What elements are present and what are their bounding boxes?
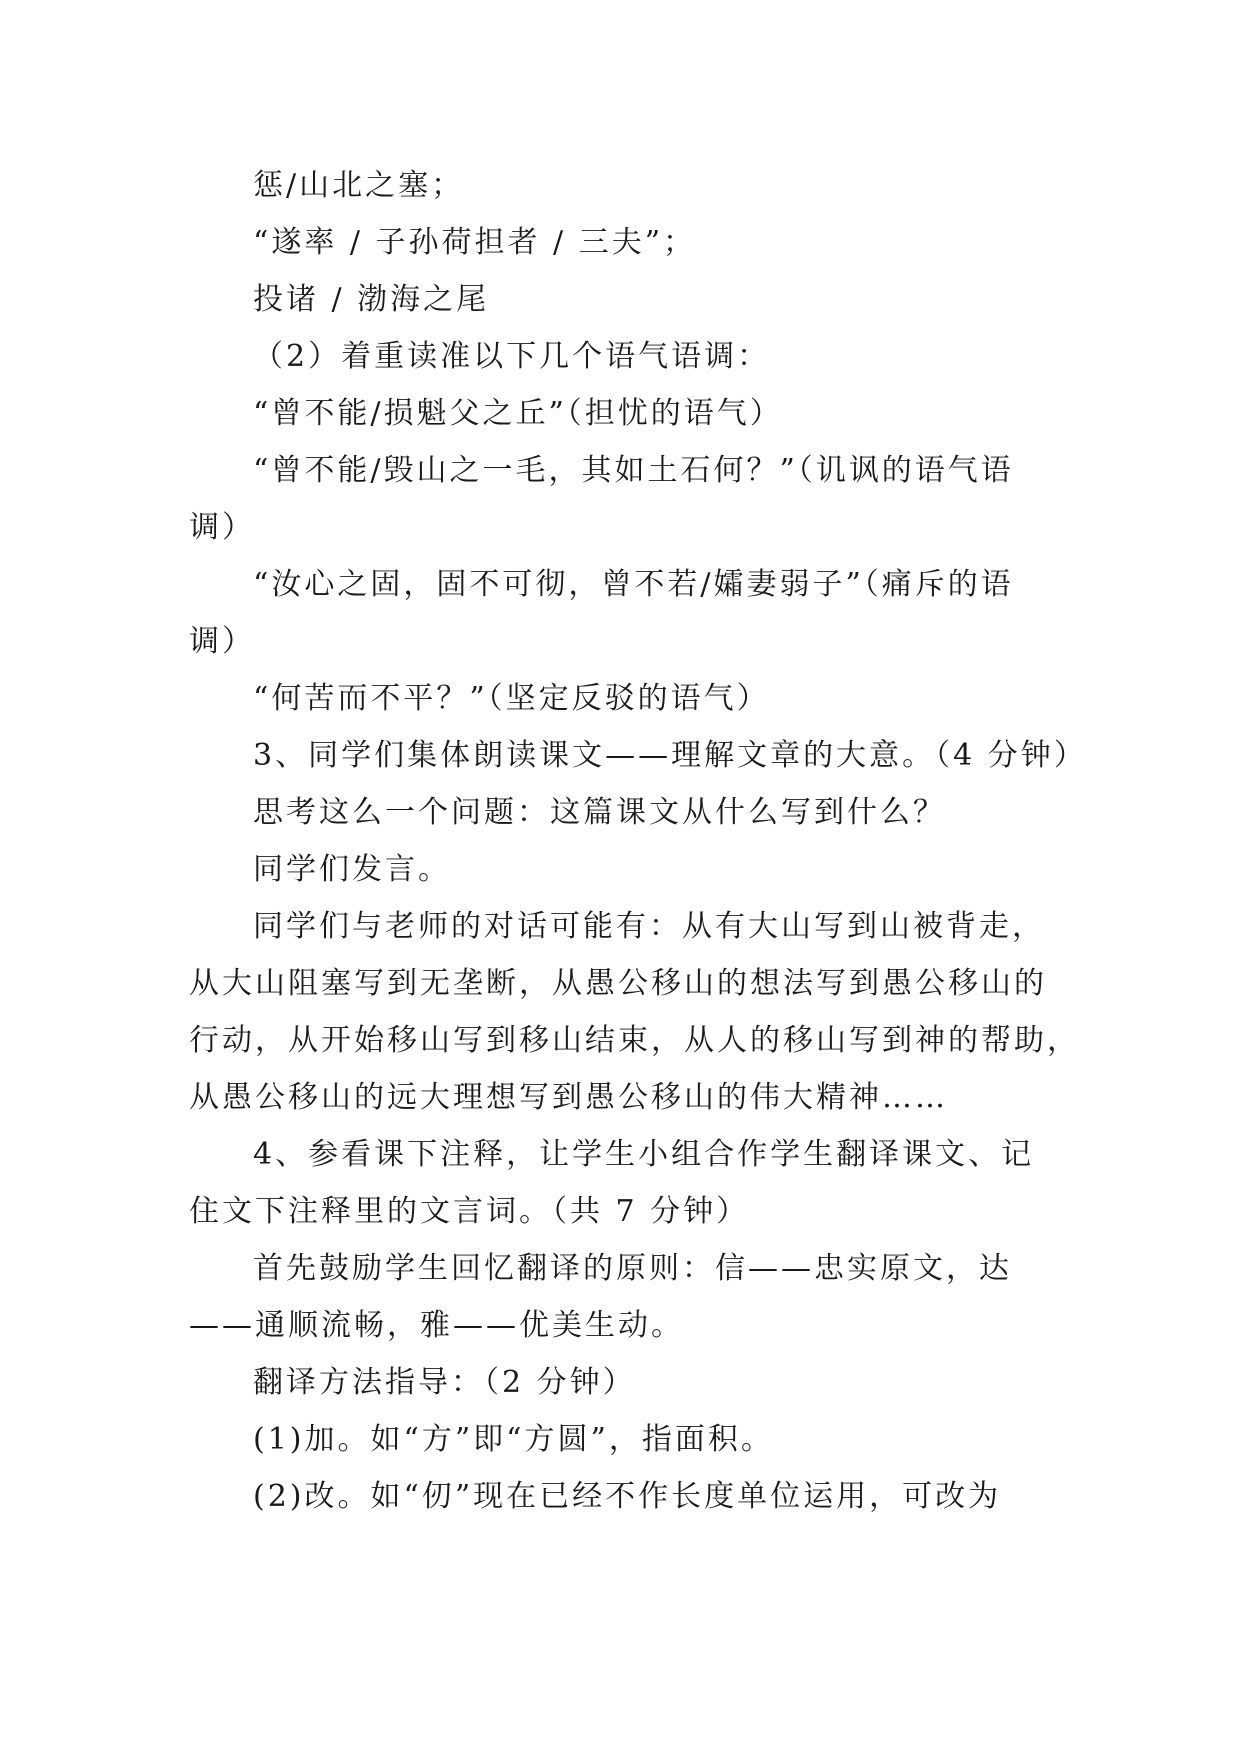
text-line: 4、参看课下注释，让学生小组合作学生翻译课文、记 [253,1137,1035,1172]
text-line: 调） [189,624,255,659]
text-line: 同学们与老师的对话可能有：从有大山写到山被背走， [253,909,1045,944]
text-line: 同学们发言。 [253,852,451,887]
text-line: 首先鼓励学生回忆翻译的原则：信——忠实原文，达 [253,1251,1012,1286]
text-line: 翻译方法指导：（2 分钟） [253,1365,636,1400]
text-line: 行动，从开始移山写到移山结束，从人的移山写到神的帮助， [189,1023,1080,1058]
text-line: 从大山阻塞写到无垄断，从愚公移山的想法写到愚公移山的 [189,966,1047,1001]
text-line: “何苦而不平？”（坚定反驳的语气） [253,681,770,716]
text-line: 惩/山北之塞； [253,168,465,203]
text-line: 从愚公移山的远大理想写到愚公移山的伟大精神…… [189,1080,948,1115]
text-line: “曾不能/毁山之一毛，其如土石何？”（讥讽的语气语 [253,453,1014,488]
text-line: 3、同学们集体朗读课文——理解文章的大意。（4 分钟） [253,738,1087,773]
text-line: “遂率 / 子孙荷担者 / 三夫”； [253,225,697,260]
text-line: ——通顺流畅，雅——优美生动。 [189,1308,684,1343]
text-line: 思考这么一个问题：这篇课文从什么写到什么？ [253,795,946,830]
text-line: 投诸 / 渤海之尾 [253,282,490,317]
text-line: (1)加。如“方”即“方圆”，指面积。 [253,1422,774,1457]
text-line: （2）着重读准以下几个语气语调： [253,339,771,374]
text-line: “曾不能/损魁父之丘”（担忧的语气） [253,396,783,431]
text-line: 住文下注释里的文言词。（共 7 分钟） [189,1194,750,1229]
text-line: (2)改。如“仞”现在已经不作长度单位运用，可改为 [253,1479,1002,1514]
text-line: 调） [189,510,255,545]
text-line: “汝心之固，固不可彻，曾不若/孀妻弱子”（痛斥的语 [253,567,1014,602]
